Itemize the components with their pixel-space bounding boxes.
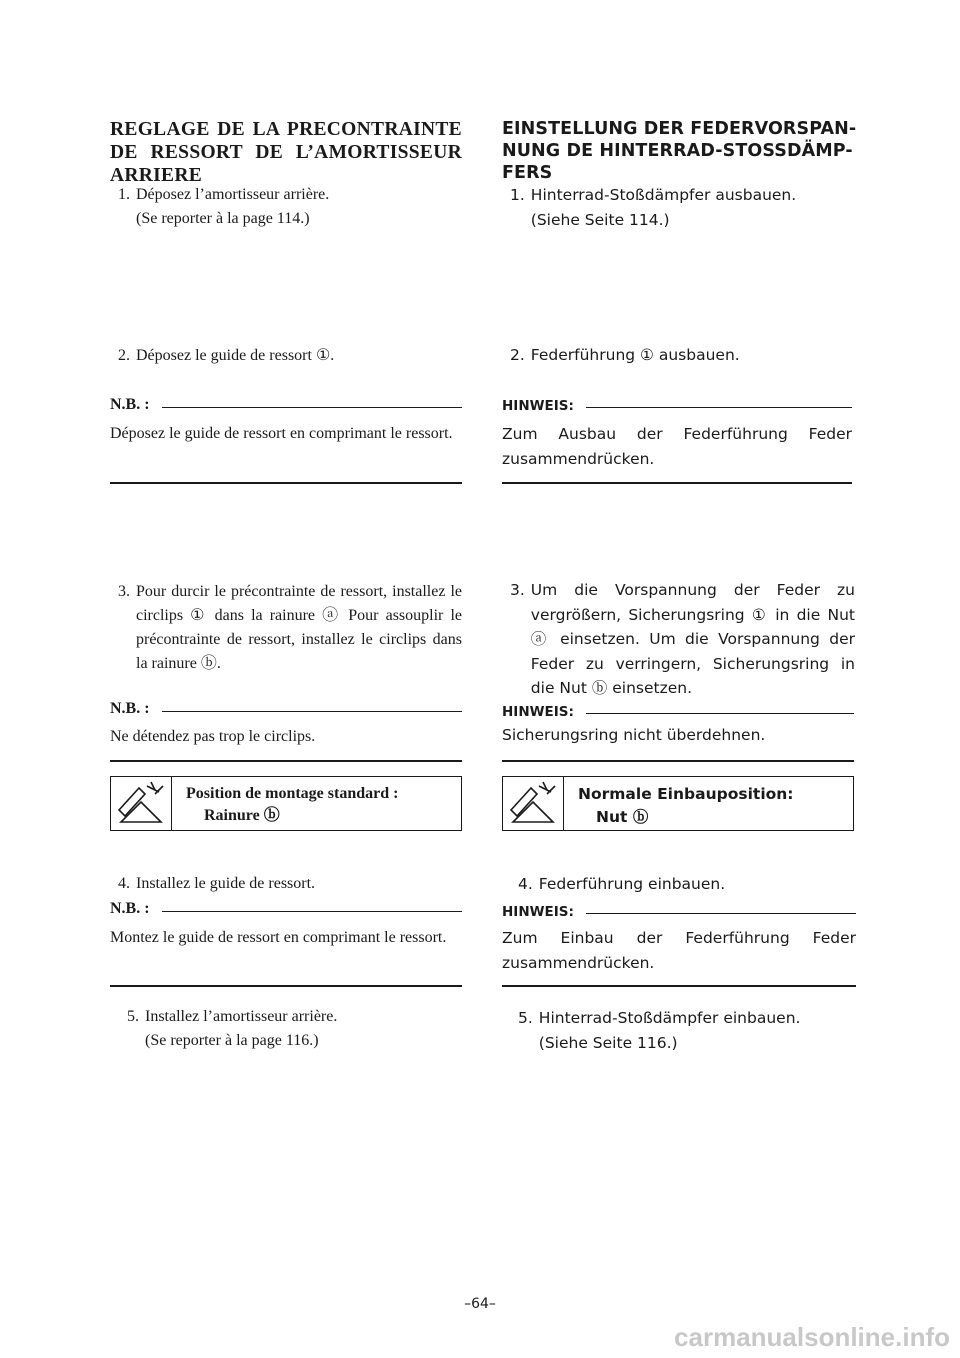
de-step-1 [510, 183, 855, 232]
wrench-spec-icon [503, 777, 564, 830]
fr-note-1-header [110, 396, 462, 414]
fr-step-4 [118, 872, 462, 896]
fr-spec-box [110, 776, 462, 831]
fr-step-5-reference: (Se reporter à la page 116.) [145, 1032, 319, 1049]
fr-note-2-line [162, 711, 462, 712]
de-step-2 [510, 343, 855, 368]
page-number: –64– [464, 1296, 496, 1312]
de-step-5-number: 5. [518, 1009, 533, 1027]
de-spec-title: Normale Einbauposition: [578, 785, 794, 803]
de-note-2-label: HINWEIS: [502, 704, 574, 720]
de-step-2-number: 2. [510, 346, 525, 364]
fr-note-3-end-rule [110, 985, 462, 987]
de-note-2-line [586, 713, 854, 714]
fr-step-1-number: 1. [118, 186, 130, 203]
fr-step-5 [127, 1005, 462, 1053]
de-step-1-reference: (Siehe Seite 114.) [530, 210, 670, 229]
de-step-5-text: Hinterrad-Stoßdämpfer einbauen. [538, 1009, 801, 1027]
fr-note-2-text: Ne détendez pas trop le circlips. [110, 728, 316, 745]
fr-step-2 [118, 344, 462, 368]
fr-note-2-end-rule [110, 760, 462, 762]
fr-step-4-text: Installez le guide de ressort. [136, 875, 316, 892]
fr-step-2-text: Déposez le guide de ressort ①. [136, 347, 335, 364]
fr-step-1 [118, 183, 462, 231]
fr-step-1-text: Déposez l’amortisseur arrière. [136, 186, 330, 203]
fr-step-5-text: Installez l’amortisseur arrière. [145, 1008, 338, 1025]
de-note-3-end-rule [502, 985, 856, 987]
fr-note-3-label: N.B. : [110, 900, 150, 917]
fr-note-3-header [110, 900, 462, 918]
fr-note-1-line [162, 407, 462, 408]
de-section-title [502, 118, 862, 184]
de-step-3-number: 3. [510, 581, 525, 599]
de-note-1-label: HINWEIS: [502, 398, 574, 414]
fr-section-title: REGLAGE DE LA PRECONTRAINTE DE RESSORT DE L’AMORTISSEUR ARRIERE [110, 119, 462, 186]
de-title-line-2: NUNG DE HINTERRAD-STOSSDÄMP- [502, 141, 853, 161]
fr-step-3 [118, 580, 462, 676]
de-step-5 [518, 1006, 855, 1055]
fr-note-2-label: N.B. : [110, 700, 150, 717]
fr-step-1-reference: (Se reporter à la page 114.) [136, 210, 310, 227]
fr-spec-title: Position de montage standard : [186, 785, 399, 802]
de-note-3-label: HINWEIS: [502, 904, 574, 920]
fr-note-1-text: Déposez le guide de ressort en comprimant le ressort. [110, 425, 453, 442]
de-title-line-1: EINSTELLUNG DER FEDERVORSPAN- [502, 119, 857, 139]
de-note-1-end-rule [502, 482, 852, 484]
fr-note-1-end-rule [110, 482, 462, 484]
de-note-2-end-rule [502, 760, 854, 762]
fr-spec-value: Rainure ⓑ [204, 807, 280, 824]
de-note-3-line [586, 913, 856, 914]
de-note-1-line [586, 407, 852, 408]
fr-note-3-text: Montez le guide de ressort en comprimant le ressort. [110, 929, 447, 946]
fr-step-3-text: Pour durcir le précontrainte de ressort, installez le circlips ① dans la rainure ⓐ Pour assouplir le précontrainte de ressort, installez le circlips dans la rainure ⓑ. [136, 583, 462, 672]
fr-step-2-number: 2. [118, 347, 130, 364]
de-step-1-number: 1. [510, 186, 525, 204]
de-step-1-text: Hinterrad-Stoßdämpfer ausbauen. [530, 186, 797, 204]
de-step-3-text: Um die Vorspannung der Feder zu vergrößern, Sicherungsring ① in die Nut ⓐ einsetzen. Um die Vorspannung der Feder zu verringern, Sicherungsring in die Nut ⓑ einsetzen. [530, 581, 855, 697]
de-spec-box [502, 776, 854, 831]
de-note-3-text: Zum Einbau der Federführung Feder zusammendrücken. [502, 929, 856, 972]
site-watermark: carmanualsonline.info [674, 1322, 950, 1352]
wrench-spec-icon [111, 777, 172, 830]
de-step-4 [518, 872, 855, 897]
fr-note-1-label: N.B. : [110, 396, 150, 413]
de-step-4-number: 4. [518, 875, 533, 893]
de-spec-value: Nut ⓑ [596, 808, 649, 826]
fr-step-3-number: 3. [118, 583, 130, 600]
de-note-2-header [502, 704, 854, 720]
de-note-3-header [502, 904, 856, 920]
de-step-4-text: Federführung einbauen. [538, 875, 726, 893]
de-title-line-3: FERS [502, 163, 553, 183]
fr-step-4-number: 4. [118, 875, 130, 892]
fr-note-3-line [162, 911, 462, 912]
de-step-5-reference: (Siehe Seite 116.) [538, 1033, 678, 1052]
de-note-1-text: Zum Ausbau der Federführung Feder zusammendrücken. [502, 425, 852, 468]
de-step-3 [510, 578, 855, 701]
de-step-2-text: Federführung ① ausbauen. [530, 346, 740, 364]
de-note-1-header [502, 398, 852, 414]
fr-step-5-number: 5. [127, 1008, 139, 1025]
de-note-2-text: Sicherungsring nicht überdehnen. [502, 726, 766, 744]
fr-note-2-header [110, 700, 462, 718]
